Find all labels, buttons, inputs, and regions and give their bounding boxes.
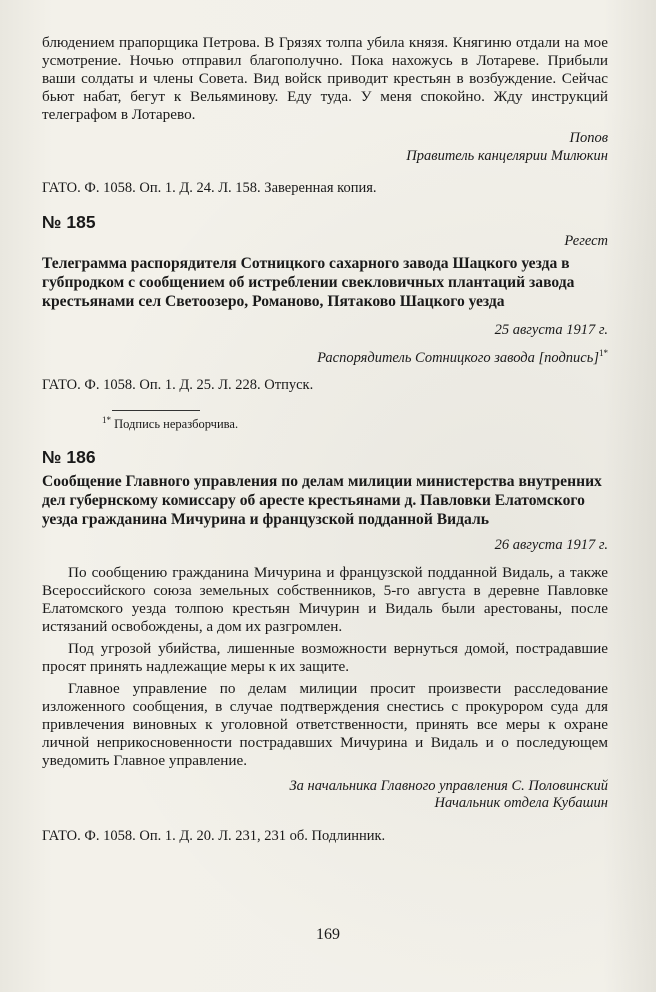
doc186-number: № 186 [42, 446, 96, 467]
doc185-regest: Регест [564, 233, 608, 249]
doc185-footnote [42, 413, 608, 432]
page-number: 169 [316, 926, 340, 943]
doc186-paragraph-1: По сообщению гражданина Мичурина и французской подданной Видаль, а также Всероссийского союза земельных собственников, 5-го августа в деревне Павловке Елатомского уезда толпою крестьян Мичурин и Видаль были арестованы, после истязаний освобождены, а дом их разгромлен. [42, 563, 608, 635]
doc185-title: Телеграмма распорядителя Сотницкого сахарного завода Шацкого уезда в губпродком с сообщением об истреблении свекловичных плантаций завода крестьянами сел Светоозеро, Романово, Пятаково Шацкого уезда [42, 254, 575, 310]
doc185-date: 25 августа 1917 г. [494, 321, 608, 338]
doc185-number: № 185 [42, 212, 96, 232]
doc186-date: 26 августа 1917 г. [494, 536, 608, 553]
document-185 [42, 211, 608, 432]
doc185-footnote-text: Подпись неразборчива. [114, 416, 239, 431]
doc186-title: Сообщение Главного управления по делам милиции министерства внутренних дел губернскому комиссару об аресте крестьянами д. Павловки Елатомского уезда гражданина Мичурина и французской подданной Видаль [42, 472, 602, 528]
page-content [42, 34, 608, 845]
doc185-footnote-mark: 1* [102, 414, 111, 425]
doc186-archive-reference: ГАТО. Ф. 1058. Оп. 1. Д. 20. Л. 231, 231 об. Подлинник. [42, 827, 386, 844]
continued-paragraph: блюдением прапорщика Петрова. В Грязях толпа убила князя. Княгиню отдали на мое усмотрение. Ночью отправил благополучно. Пока нахожусь в Лотареве. Прибыли ваши солдаты и члены Совета. Вид войск приводит крестьян в возбуждение. Сейчас бьют набат, бегут к Вельяминову. Еду туда. У меня спокойно. Жду инструкций телеграфом в Лотарево. [42, 34, 608, 123]
top-archive-reference: ГАТО. Ф. 1058. Оп. 1. Д. 24. Л. 158. Заверенная копия. [42, 180, 377, 196]
footnote-divider [112, 410, 200, 411]
doc186-signature-line-1: За начальника Главного управления С. Половинский [289, 777, 608, 794]
doc185-signature-line [42, 345, 608, 367]
document-186 [42, 446, 608, 845]
doc186-paragraph-3: Главное управление по делам милиции просит произвести расследование изложенного сообщения, в случае подтверждения снестись с прокурором суда для привлечения виновных к уголовной ответственности, принять все меры к охране личной неприкосновенности пострадавших Мичурина и Видаль и о последующем уведомить Главное управление. [42, 679, 608, 769]
top-signature-role: Правитель канцелярии Милюкин [406, 147, 608, 164]
top-signature-name: Попов [569, 130, 608, 146]
top-signature [42, 130, 608, 165]
doc185-signature-mark: 1* [599, 347, 608, 358]
doc185-archive-reference: ГАТО. Ф. 1058. Оп. 1. Д. 25. Л. 228. Отпуск. [42, 376, 314, 393]
doc185-signature: Распорядитель Сотницкого завода [подпись] [317, 349, 599, 366]
doc186-signature-line-2: Начальник отдела Кубашин [434, 795, 608, 812]
doc186-paragraph-2: Под угрозой убийства, лишенные возможности вернуться домой, пострадавшие просят принять надлежащие меры к их защите. [42, 639, 608, 675]
